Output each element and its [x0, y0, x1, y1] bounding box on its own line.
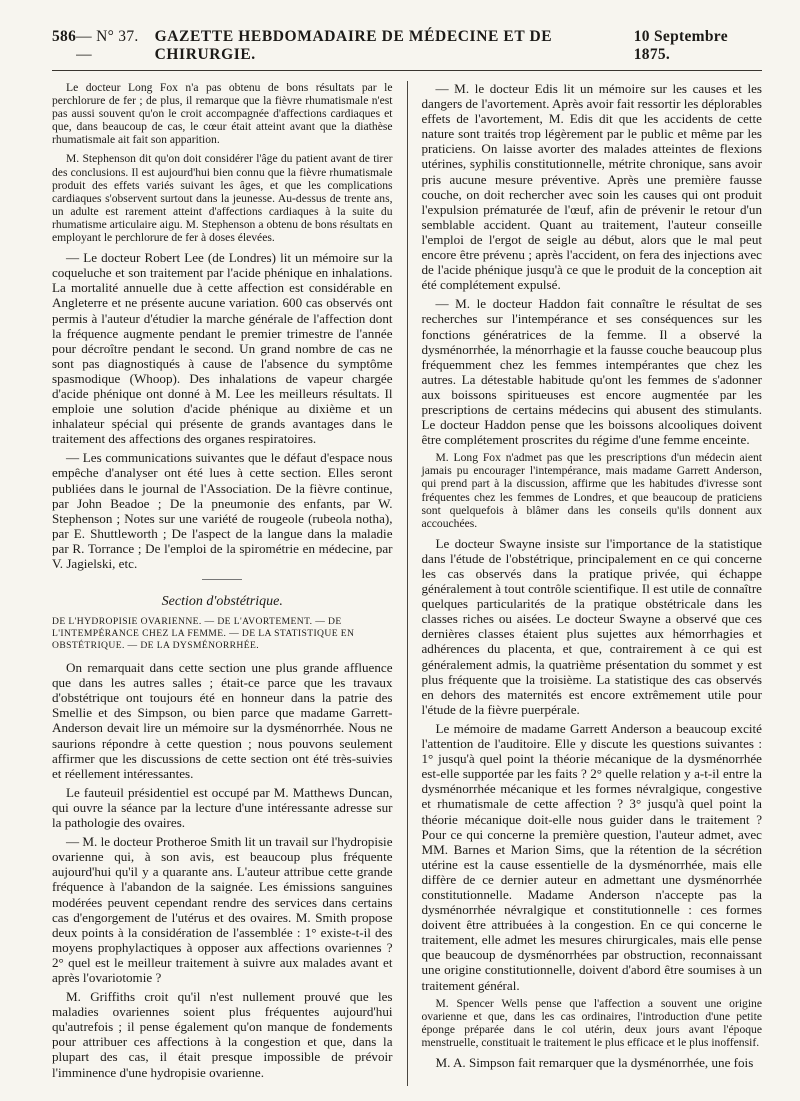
column-divider	[407, 81, 408, 1086]
paragraph: On remarquait dans cette section une plus grande affluence que dans les autres salles ; était-ce parce que les travaux d'obstétrique ont toujours été en honneur dans la patrie des Smellie et des Simpson, ou bien parce que madame Garrett-Anderson devait lire un mémoire sur la dysménorrhée. Nous ne saurions répondre à cette question ; nous pouvons seulement affirmer que les discussions de cette section ont été très-suivies et réellement intéressantes.	[52, 660, 393, 781]
section-summary: DE L'HYDROPISIE OVARIENNE. — DE L'AVORTEMENT. — DE L'INTEMPÉRANCE CHEZ LA FEMME. — DE LA STATISTIQUE EN OBSTÉTRIQUE. — DE LA DYSMÉNORRHÉE.	[52, 616, 355, 652]
page-number: 586	[52, 28, 77, 45]
paragraph: — M. le docteur Protheroe Smith lit un travail sur l'hydropisie ovarienne qui, à son avis, est beaucoup plus fréquente aujourd'hui qu'il y a quarante ans. L'auteur attribue cette grande fréquence à l'abandon de la saignée. Les émissions sanguines modérées peuvent cependant rendre des services dans certains cas d'engorgement de l'utérus et des ovaires. M. Smith propose deux points à la considération de l'assemblée : 1° existe-t-il des moyens prophylactiques à opposer aux affections ovariennes ? 2° quel est le meilleur traitement à suivre aux malades avant et après l'ovariotomie ?	[52, 834, 393, 985]
paragraph: — Le docteur Robert Lee (de Londres) lit un mémoire sur la coqueluche et son traitement par l'acide phénique en inhalations. La mortalité annuelle due à cette affection est considérable en Angleterre et ne présente aucune variation. 600 cas observés ont permis à l'auteur d'étudier la marche générale de l'affection dont la fréquence augmente pendant le premier trimestre de l'année pour décroître pendant le second. Un grand nombre de cas ne sont pas diagnostiqués à cause de l'absence du symptôme spasmodique (Whoop). Des inhalations de vapeur chargée d'acide phénique ont donné à M. Lee les meilleurs résultats. Il emploie une solution d'acide phénique au dixième et un inhalateur spécial qui présente de grands avantages dans le traitement des affections des organes respiratoires.	[52, 250, 393, 447]
paragraph: M. Spencer Wells pense que l'affection a souvent une origine ovarienne et que, dans les cas ordinaires, l'introduction d'une petite éponge préparée dans le col utérin, deux jours avant l'époque menstruelle, constituait le traitement le plus efficace et le plus inoffensif.	[421, 996, 762, 1049]
issue-number: — N° 37. —	[76, 28, 139, 63]
paragraph: Le mémoire de madame Garrett Anderson a beaucoup excité l'attention de l'auditoire. Elle y discute les questions suivantes : 1° jusqu'à quel point la théorie mécanique de la dysménorrhée est-elle supportée par les faits ? 2° quelle relation y a-t-il entre la dysménorrhée mécanique et les formes névralgique, congestive et rhumatismale de cette affection ? 3° jusqu'à quel point la théorie mécanique doit-elle nous guider dans le traitement ? Pour ce qui concerne la première question, l'auteur admet, avec MM. Barnes et Marion Sims, que la rétention de la sécrétion utérine est la cause essentielle de la dysménorrhée, mais elle diffère de ce dernier auteur en admettant une dysménorrhée constitutionnelle. Madame Anderson n'accepte pas la dysménorrhée névralgique et constitutionnelle : ces formes doivent être attribuées à la congestion. En ce qui concerne le traitement, elle admet les mesures chirurgicales, mais elle pense que beaucoup de dysménorrhées par obstruction, reconnaissant une origine constitutionnelle, doivent d'abord être soumises à un traitement général.	[421, 720, 762, 993]
text-columns	[52, 81, 762, 1101]
paragraph: Le fauteuil présidentiel est occupé par M. Matthews Duncan, qui ouvre la séance par la lecture d'une intéressante adresse sur la pathologie des ovaires.	[52, 784, 393, 831]
paragraph: — Les communications suivantes que le défaut d'espace nous empêche d'analyser ont été lues à cette section. Elles seront publiées dans le journal de l'Association. De la fièvre continue, par John Beadoe ; De la pneumonie des enfants, par W. Stephenson ; Notes sur une variété de rougeole (rubeola notha), par E. Shuttleworth ; De l'aspect de la langue dans la maladie par R. Torrance ; De l'emploi de la spirométrie en médecine, par V. Jagielski, etc.	[52, 450, 393, 571]
paragraph: — M. le docteur Haddon fait connaître le résultat de ses recherches sur l'intempérance et ses conséquences sur les fonctions génératrices de la femme. Il a observé la dysménorrhée, la ménorrhagie et la fausse couche beaucoup plus fréquemment chez les femmes intempérantes que chez les autres. La détestable habitude qu'ont les femmes de s'adonner aux boissons spiritueuses est encore augmentée par les prescriptions de certains médecins qui abusent des stimulants. Le docteur Haddon pense que les boissons alcooliques doivent être complétement proscrites du régime d'une femme enceinte.	[421, 296, 762, 448]
separator-rule	[202, 579, 242, 580]
issue-date: 10 Septembre 1875.	[633, 28, 728, 63]
paragraph: M. Long Fox n'admet pas que les prescriptions d'un médecin aient jamais pu encourager l'intempérance, mais madame Garrett Anderson, qui prend part à la discussion, affirme que les habitudes d'ivresse sont fréquentes chez les femmes de Londres, et que beaucoup de praticiens sont quelquefois à blâmer dans les conseils qu'ils donnent aux accouchées.	[421, 451, 762, 530]
paragraph: Le docteur Long Fox n'a pas obtenu de bons résultats par le perchlorure de fer ; de plus, il remarque que la fièvre rhumatismale n'est pas aussi souvent qu'on le croit accompagnée d'affections cardiaques et que, dans beaucoup de cas, le cœur était atteint avant que la diathèse rhumatismale ait fait son apparition.	[52, 81, 393, 147]
section-title: Section d'obstétrique.	[161, 594, 283, 610]
paragraph: M. A. Simpson fait remarquer que la dysménorrhée, une fois	[435, 1055, 754, 1070]
paragraph: M. Griffiths croit qu'il n'est nullement prouvé que les maladies ovariennes soient plus fréquentes aujourd'hui qu'autrefois ; il pense également qu'on manque de fondements pour attribuer ces affections à la congestion et que, dans la plupart des cas, il était presque impossible de prévoir l'imminence d'une hydropisie ovarienne.	[52, 989, 393, 1080]
paragraph: — M. le docteur Edis lit un mémoire sur les causes et les dangers de l'avortement. Après avoir fait ressortir les déplorables effets de l'avortement, M. Edis dit que les accidents de cette nature sont traités trop légèrement par le public et même par les praticiens. On laisse avorter des malades atteintes de flexions utérines, syphilis constitutionnelle, métrite chronique, sans avoir pris aucune mesure préventive. Après une première fausse couche, on doit rechercher avec soin les causes qui ont produit l'expulsion prématurée de l'œuf, afin de prévenir le retour d'un semblable accident. Quant au traitement, l'auteur conseille l'emploi de l'ergot de seigle au début, alors que le mal peut encore être prévenu ; après l'accident, on fera des injections avec de l'acide phénique jusqu'à ce que le produit de la conception ait été complétement expulsé.	[421, 81, 762, 293]
journal-title: GAZETTE HEBDOMADAIRE DE MÉDECINE ET DE CHIRURGIE.	[154, 28, 553, 63]
left-column	[52, 81, 393, 1101]
paragraph: Le docteur Swayne insiste sur l'importance de la statistique dans l'étude de l'obstétrique, principalement en ce qui concerne les cas observés dans la pratique privée, qui échappe généralement à tout contrôle scientifique. Il est utile de connaître quelques particularités de la pratique obstétricale dans les classes riches ou aisées. Le docteur Swayne a observé que ces dernières classes étaient plus sujettes aux hémorrhagies et adhérences du placenta, et que, contrairement à ce qui est généralement admis, la quatrième présentation du sommet y est plus fréquente que la troisième. La statistique des cas observés en dehors des maternités est encore extrêmement utile pour l'étude de la fièvre puerpérale.	[421, 535, 762, 717]
right-column	[421, 81, 762, 1101]
running-header	[52, 28, 762, 71]
paragraph: M. Stephenson dit qu'on doit considérer l'âge du patient avant de tirer des conclusions. Il est aujourd'hui bien connu que la fièvre rhumatismale produit des effets variés suivant les âges, et que les complications cardiaques s'observent surtout dans la jeunesse. Au-dessus de trente ans, un adulte est rarement atteint d'affections cardiaques à la suite du rhumatisme articulaire aigu. M. Stephenson a obtenu de bons résultats en employant le perchlorure de fer à doses élevées.	[52, 152, 393, 245]
